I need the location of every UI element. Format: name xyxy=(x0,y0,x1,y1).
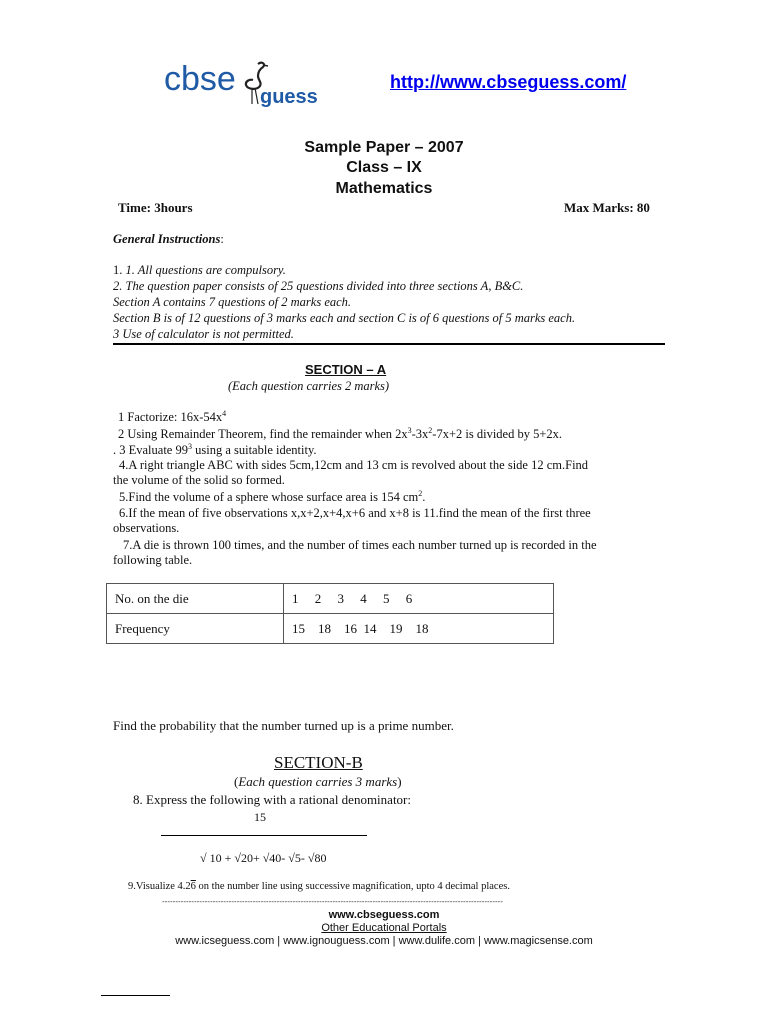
footer-portals-link[interactable]: Other Educational Portals xyxy=(321,922,447,934)
footnote-rule xyxy=(101,995,170,996)
question-3-exponent: 3 xyxy=(187,442,192,451)
site-link[interactable]: http://www.cbseguess.com/ xyxy=(390,72,627,92)
logo-text-cbse: cbse xyxy=(164,60,236,98)
footer-links[interactable]: www.icseguess.com | www.ignouguess.com | www.dulife.com | www.magicsense.com xyxy=(175,935,593,947)
question-7-line-1: 7.A die is thrown 100 times, and the number of times each number turned up is recorded in the xyxy=(123,538,597,552)
footer-site: www.cbseguess.com xyxy=(328,909,440,921)
question-3 xyxy=(113,442,317,458)
paper-title: Sample Paper – 2007 xyxy=(304,139,464,156)
table-row xyxy=(107,614,554,644)
section-b-subtitle xyxy=(234,774,402,790)
question-2-exponent-1: 3 xyxy=(407,426,412,435)
table-row xyxy=(107,584,554,614)
question-4-line-2: the volume of the solid so formed. xyxy=(113,473,285,487)
question-2-exponent-2: 2 xyxy=(428,426,433,435)
instructions-heading xyxy=(113,232,224,247)
instructions-heading-text: General Instructions xyxy=(113,232,221,246)
instructions-heading-colon: : xyxy=(220,232,224,246)
question-3-text-b: using a suitable identity. xyxy=(191,443,317,458)
question-2-text-b: -3x xyxy=(411,427,429,442)
time-label: Time: 3hours xyxy=(118,200,193,215)
question-2 xyxy=(118,426,562,442)
question-7-line-2: following table. xyxy=(113,553,193,567)
instruction-line xyxy=(113,263,286,278)
instruction-number: 1. xyxy=(113,263,126,277)
section-b-title: SECTION-B xyxy=(274,753,363,772)
question-7-prompt: Find the probability that the number turned up is a prime number. xyxy=(113,718,454,733)
table-cell-label: Frequency xyxy=(107,614,284,644)
max-marks-label: Max Marks: 80 xyxy=(564,200,650,215)
question-9-text-a: 9.Visualize 4.2 xyxy=(128,881,191,892)
subject-title: Mathematics xyxy=(335,180,433,197)
question-9 xyxy=(128,881,510,892)
section-b-subtitle-open: ( xyxy=(234,774,239,789)
instruction-line: Section B is of 12 questions of 3 marks each and section C is of 6 questions of 5 marks each. xyxy=(113,311,576,325)
question-8: 8. Express the following with a rational denominator: xyxy=(133,792,411,807)
question-1 xyxy=(118,409,226,425)
question-2-text-c: -7x+2 is divided by 5+2x. xyxy=(432,427,563,442)
instruction-line: 3 Use of calculator is not permitted. xyxy=(113,327,294,341)
table-cell-values: 1 2 3 4 5 6 xyxy=(284,584,554,614)
table-cell-values: 15 18 16 14 19 18 xyxy=(284,614,554,644)
fraction-denominator: √ 10 + √20+ √40- √5- √80 xyxy=(200,851,327,865)
question-2-text-a: 2 Using Remainder Theorem, find the remainder when 2x xyxy=(118,427,408,442)
question-5 xyxy=(119,489,425,505)
question-5-text-b: . xyxy=(422,490,426,505)
fraction-bar xyxy=(161,835,367,836)
question-9-repeating-digit: 6 xyxy=(190,881,196,892)
question-1-text: 1 Factorize: 16x-54x xyxy=(118,410,223,425)
question-9-text-b: on the number line using successive magnification, upto 4 decimal places. xyxy=(195,881,510,892)
question-5-exponent: 2 xyxy=(418,489,423,498)
section-b-subtitle-close: ) xyxy=(397,774,402,789)
class-title: Class – IX xyxy=(346,159,422,176)
question-5-text-a: 5.Find the volume of a sphere whose surface area is 154 cm xyxy=(119,490,419,505)
table-cell-label: No. on the die xyxy=(107,584,284,614)
question-6-line-1: 6.If the mean of five observations x,x+2,x+4,x+6 and x+8 is 11.find the mean of the first three xyxy=(119,506,591,520)
question-4-line-1: 4.A right triangle ABC with sides 5cm,12cm and 13 cm is revolved about the side 12 cm.Find xyxy=(119,458,589,472)
question-6-line-2: observations. xyxy=(113,521,180,535)
section-b-subtitle-text: Each question carries 3 marks xyxy=(238,774,398,789)
instruction-text: 1. All questions are compulsory. xyxy=(125,263,286,277)
divider-line xyxy=(113,343,665,345)
footer-dashes: -------------------------------------------------------------------------------------------------------------------------------- xyxy=(162,897,503,906)
question-3-text-a: . 3 Evaluate 99 xyxy=(113,443,188,458)
question-1-exponent: 4 xyxy=(222,409,227,418)
logo-text-guess: guess xyxy=(260,86,318,108)
section-a-title: SECTION – A xyxy=(305,362,387,377)
fraction-numerator: 15 xyxy=(254,810,266,824)
instruction-line: 2. The question paper consists of 25 questions divided into three sections A, B&C. xyxy=(113,279,524,293)
instruction-line: Section A contains 7 questions of 2 marks each. xyxy=(113,295,352,309)
section-a-subtitle: (Each question carries 2 marks) xyxy=(228,379,390,393)
frequency-table xyxy=(106,583,554,644)
